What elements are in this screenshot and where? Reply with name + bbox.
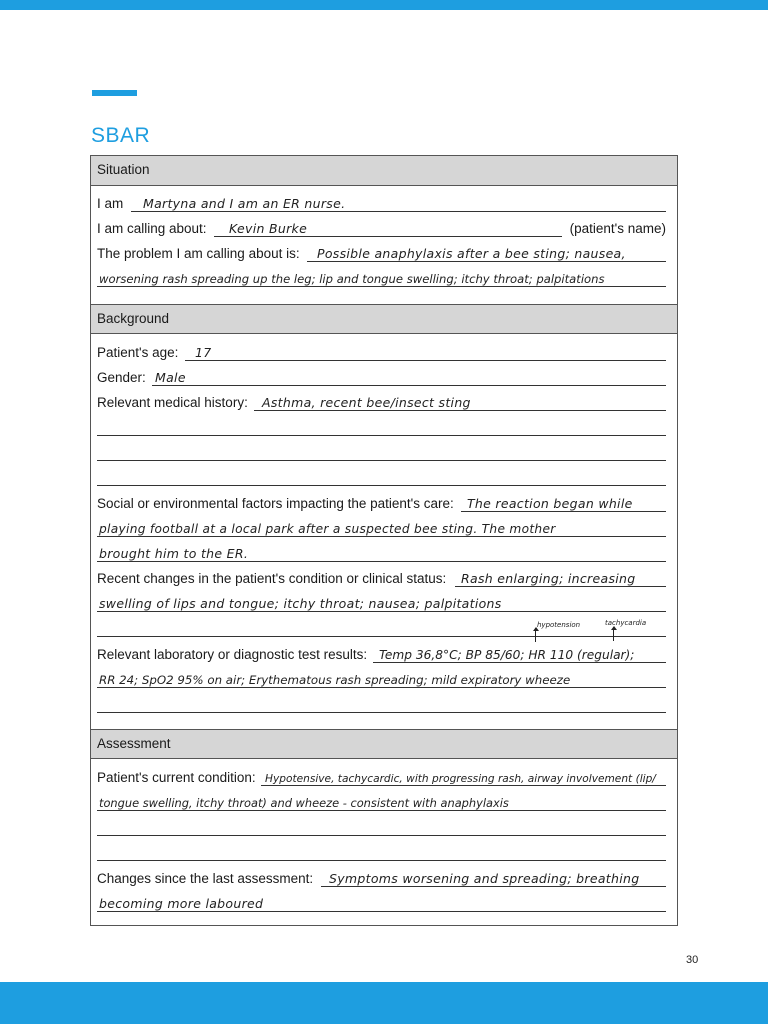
social-factors-line-2: playing football at a local park after a suspected bee sting. The mother — [99, 522, 556, 536]
blank-answer-line[interactable] — [97, 435, 666, 436]
test-results-field[interactable] — [97, 643, 666, 665]
gender-label: Gender: — [97, 370, 146, 385]
current-condition-line-2: tongue swelling, itchy throat) and wheeze - consistent with anaphylaxis — [99, 796, 509, 810]
changes-since-line-1: Symptoms worsening and spreading; breathing — [329, 871, 640, 886]
problem-line-2: worsening rash spreading up the leg; lip and tongue swelling; itchy throat; palpitations — [99, 272, 605, 286]
recent-changes-line-2: swelling of lips and tongue; itchy throat; nausea; palpitations — [99, 596, 502, 611]
patient-name-value: Kevin Burke — [229, 221, 308, 236]
answer-line — [152, 385, 666, 386]
i-am-value: Martyna and I am an ER nurse. — [143, 196, 346, 211]
changes-since-field[interactable] — [97, 867, 666, 889]
problem-field-continued[interactable] — [97, 267, 666, 289]
current-condition-line-1: Hypotensive, tachycardic, with progressing rash, airway involvement (lip/ — [265, 773, 656, 785]
answer-line — [97, 911, 666, 912]
current-condition-field[interactable] — [97, 766, 666, 788]
answer-line — [185, 360, 666, 361]
recent-changes-continued[interactable] — [97, 592, 666, 614]
age-label: Patient's age: — [97, 345, 179, 360]
gender-field[interactable] — [97, 366, 666, 388]
blank-answer-line[interactable] — [97, 485, 666, 486]
page-heading: SBAR — [91, 124, 151, 147]
calling-about-label: I am calling about: — [97, 221, 207, 236]
page-number: 30 — [686, 954, 699, 966]
patient-name-suffix: (patient's name) — [569, 221, 666, 236]
blank-answer-line[interactable] — [97, 835, 666, 836]
social-factors-continued[interactable] — [97, 542, 666, 564]
age-value: 17 — [195, 345, 212, 360]
medical-history-field[interactable] — [97, 391, 666, 413]
i-am-field[interactable] — [97, 192, 666, 214]
social-factors-line-1: The reaction began while — [467, 496, 633, 511]
social-factors-label: Social or environmental factors impacting the patient's care: — [97, 496, 454, 511]
answer-line — [97, 611, 666, 612]
answer-line — [261, 785, 666, 786]
arrow-icon — [535, 628, 536, 642]
blank-answer-line[interactable] — [97, 712, 666, 713]
answer-line — [97, 687, 666, 688]
gender-value: Male — [155, 370, 186, 385]
test-results-label: Relevant laboratory or diagnostic test results: — [97, 647, 368, 662]
current-condition-continued[interactable] — [97, 791, 666, 813]
medical-history-value: Asthma, recent bee/insect sting — [262, 395, 471, 410]
recent-changes-field[interactable] — [97, 567, 666, 589]
medical-history-label: Relevant medical history: — [97, 395, 248, 410]
changes-since-continued[interactable] — [97, 892, 666, 914]
answer-line — [254, 410, 666, 411]
current-condition-label: Patient's current condition: — [97, 770, 256, 785]
answer-line — [461, 511, 666, 512]
social-factors-field[interactable] — [97, 492, 666, 514]
section-header-background: Background — [91, 304, 677, 334]
top-accent-bar — [0, 0, 768, 10]
test-results-continued[interactable] — [97, 668, 666, 690]
answer-line — [97, 810, 666, 811]
answer-line — [97, 536, 666, 537]
section-header-assessment: Assessment — [91, 729, 677, 759]
social-factors-continued[interactable] — [97, 517, 666, 539]
changes-since-line-2: becoming more laboured — [99, 896, 264, 911]
age-field[interactable] — [97, 341, 666, 363]
tachycardia-note: tachycardia — [605, 619, 647, 627]
answer-line — [131, 211, 666, 212]
social-factors-line-3: brought him to the ER. — [99, 546, 249, 561]
answer-line — [214, 236, 562, 237]
problem-line-1: Possible anaphylaxis after a bee sting; nausea, — [317, 246, 626, 261]
blank-answer-line[interactable] — [97, 636, 666, 637]
heading-accent-dash — [92, 90, 137, 96]
blank-answer-line[interactable] — [97, 460, 666, 461]
answer-line — [373, 662, 666, 663]
changes-since-label: Changes since the last assessment: — [97, 871, 314, 886]
recent-changes-label: Recent changes in the patient's condition or clinical status: — [97, 571, 447, 586]
answer-line — [307, 261, 666, 262]
recent-changes-line-1: Rash enlarging; increasing — [461, 571, 636, 586]
sbar-form — [90, 155, 678, 926]
answer-line — [97, 561, 666, 562]
answer-line — [97, 286, 666, 287]
test-results-line-2: RR 24; SpO2 95% on air; Erythematous rash spreading; mild expiratory wheeze — [99, 673, 571, 687]
calling-about-field[interactable] — [97, 217, 666, 239]
hypotension-note: hypotension — [537, 621, 581, 629]
i-am-label: I am — [97, 196, 124, 211]
bottom-accent-bar — [0, 982, 768, 1024]
arrow-icon — [613, 627, 614, 641]
blank-answer-line[interactable] — [97, 860, 666, 861]
test-results-line-1: Temp 36,8°C; BP 85/60; HR 110 (regular); — [379, 648, 635, 662]
problem-field[interactable] — [97, 242, 666, 264]
answer-line — [321, 886, 666, 887]
problem-label: The problem I am calling about is: — [97, 246, 300, 261]
section-header-situation: Situation — [91, 156, 677, 186]
answer-line — [455, 586, 666, 587]
